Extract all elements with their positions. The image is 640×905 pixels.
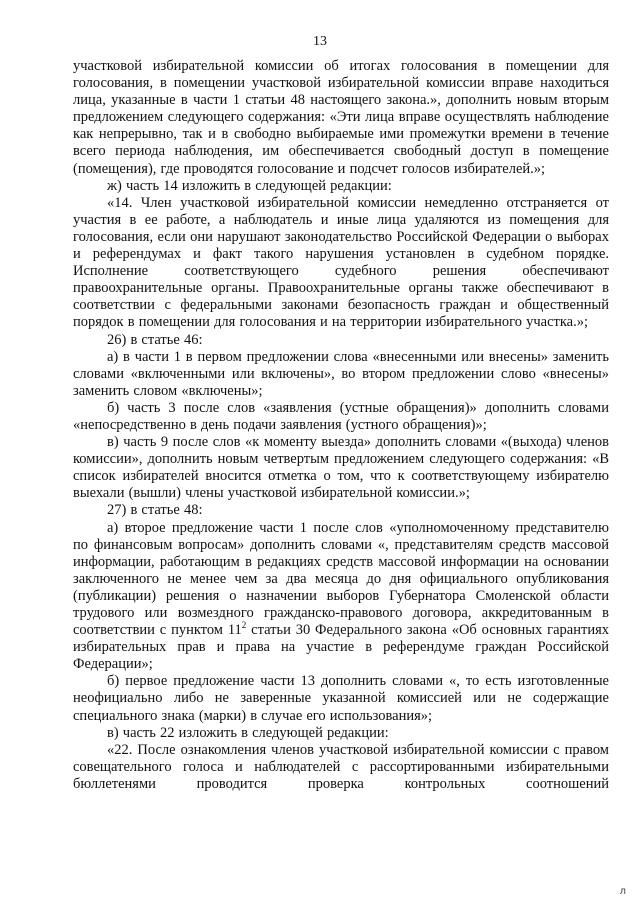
- paragraph: «22. После ознакомления членов участковой избирательной комиссии с правом совещательного голоса и наблюдателей с рассортированными избирательными бюллетенями проводится проверка контрольных соотношений: [73, 741, 609, 792]
- paragraph-text-continued: статьи 30 Федерального закона «Об основных гарантиях избирательных прав и права на участие в референдуме граждан Российской Федерации»;: [73, 622, 609, 673]
- corner-mark: л: [619, 886, 626, 897]
- paragraph: в) часть 22 изложить в следующей редакции:: [107, 724, 389, 741]
- paragraph: «14. Член участковой избирательной комиссии немедленно отстраняется от участия в ее работе, а наблюдатель и иные лица удаляются из помещения для голосования, если они нарушают законодательство Российской Федерации о выборах и референдумах и факт такого нарушения установлен в судебном порядке. Исполнение соответствующего судебного решения обеспечивают правоохранительные органы. Правоохранительные органы также обеспечивают в соответствии с федеральными законами безопасность граждан и общественный порядок в помещении для голосования и на территории избирательного участка.»;: [73, 194, 609, 331]
- page-number: 13: [313, 34, 327, 49]
- paragraph: участковой избирательной комиссии об итогах голосования в помещении для голосования, в помещении участковой избирательной комиссии вправе находиться лица, указанные в части 1 статьи 48 настоящего закона.», дополнить новым вторым предложением следующего содержания: «Эти лица вправе осуществлять наблюдение как непрерывно, так и в свободно выбираемые ими промежутки времени в течение всего периода наблюдения, им обеспечивается свободный доступ в помещение (помещения), где проводятся голосование и подсчет голосов избирателей.»;: [73, 58, 609, 177]
- paragraph: ж) часть 14 изложить в следующей редакции:: [107, 177, 392, 194]
- paragraph: б) первое предложение части 13 дополнить словами «, то есть изготовленные неофициально либо не заверенные указанной комиссией или не содержащие специального знака (марки) в случае его использования»;: [73, 673, 609, 724]
- paragraph: в) часть 9 после слов «к моменту выезда» дополнить словами «(выхода) членов комиссии», дополнить новым четвертым предложением следующего содержания: «В список избирателей вносится отметка о том, что к соответствующему избирателю выехали (вышли) члены участковой избирательной комиссии.»;: [73, 434, 609, 502]
- paragraph: а) в части 1 в первом предложении слова «внесенными или внесены» заменить словами «включенными или включены», во втором предложении слово «внесены» заменить словом «включены»;: [73, 348, 609, 399]
- paragraph: б) часть 3 после слов «заявления (устные обращения)» дополнить словами «непосредственно в день подачи заявления (устного обращения)»;: [73, 399, 609, 433]
- superscript: 2: [241, 620, 247, 631]
- paragraph: 26) в статье 46:: [107, 331, 203, 348]
- paragraph: [73, 520, 609, 674]
- document-body: [73, 58, 609, 793]
- paragraph-text: а) второе предложение части 1 после слов «уполномоченному представителю по финансовым вопросам» дополнить словами «, представителям средств массовой информации, работающим в редакциях средств массовой информации на основании заключенного не менее чем за два месяца до дня официального опубликования (публикации) решения о назначении выборов Губернатора Смоленской области трудового или возмездного гражданско-правового договора, аккредитованным в соответствии с пунктом 11: [73, 519, 609, 639]
- paragraph: 27) в статье 48:: [107, 502, 203, 519]
